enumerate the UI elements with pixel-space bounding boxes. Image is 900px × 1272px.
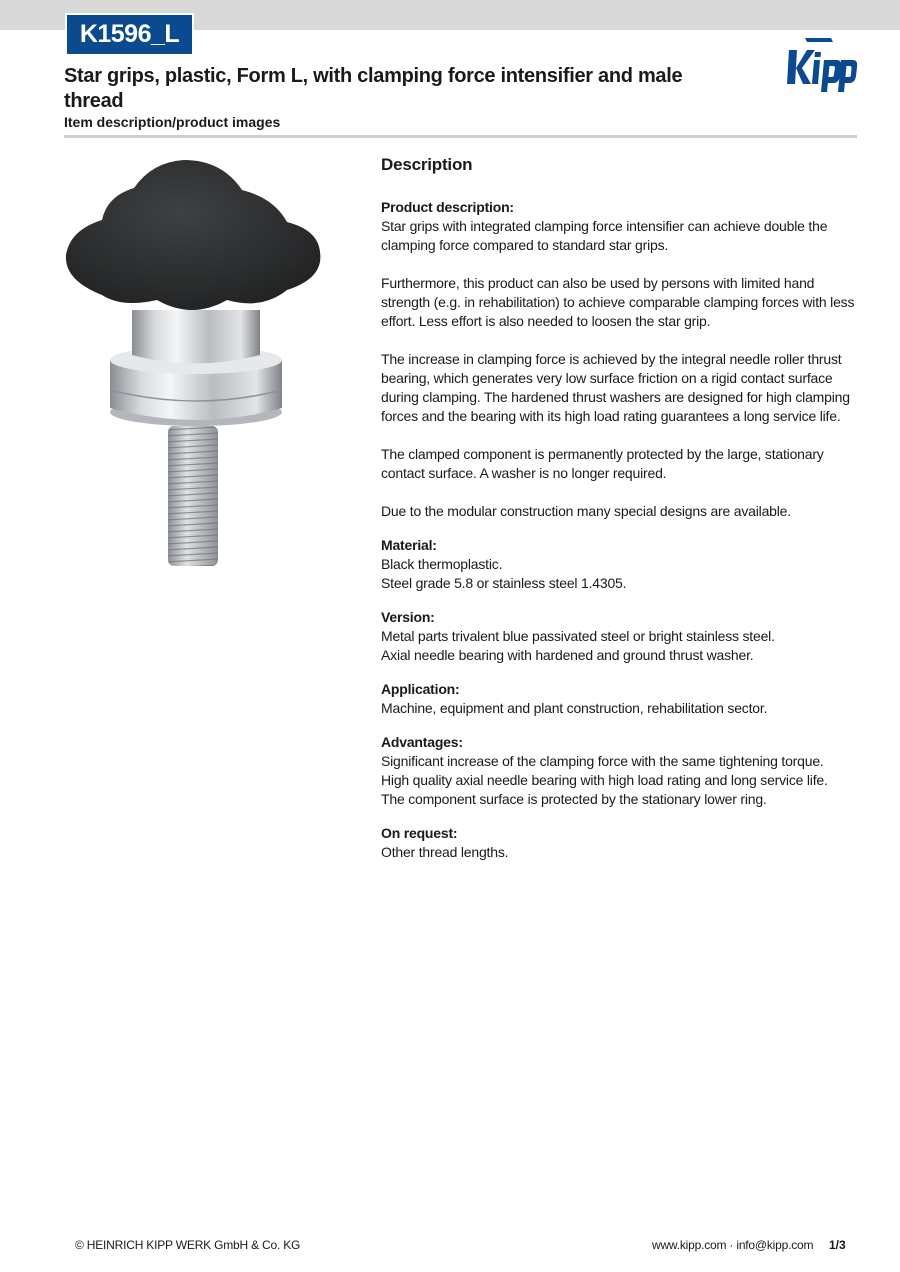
description-paragraph: Due to the modular construction many special designs are available. (381, 503, 791, 519)
version-line: Metal parts trivalent blue passivated steel or bright stainless steel. (381, 628, 775, 644)
header-divider (64, 135, 857, 138)
page-title: Star grips, plastic, Form L, with clamping force intensifier and male thread (64, 65, 683, 112)
version-line: Axial needle bearing with hardened and ground thrust washer. (381, 647, 754, 663)
advantages-line: Significant increase of the clamping force with the same tightening torque. (381, 753, 824, 769)
advantages-label: Advantages: (381, 734, 463, 750)
description-heading: Description (381, 155, 473, 174)
description-paragraph: Furthermore, this product can also be used by persons with limited hand strength (e.g. in rehabilitation) to achieve comparable clamping forces with less effort. Less effort is also needed to loosen the star grip. (381, 275, 855, 329)
description-paragraph: The increase in clamping force is achieved by the integral needle roller thrust bearing, which generates very low surface friction on a rigid contact surface during clamping. The hardened thrust washers are designed for high clamping forces and the bearing with its high load rating guarantees a long service life. (381, 351, 850, 424)
page-number: 1/3 (829, 1238, 846, 1252)
material-line: Steel grade 5.8 or stainless steel 1.4305. (381, 575, 627, 591)
footer-contact: www.kipp.com · info@kipp.com (652, 1238, 814, 1252)
description-content (381, 154, 861, 862)
item-code-badge: K1596_L (65, 13, 194, 56)
description-paragraph: Star grips with integrated clamping force intensifier can achieve double the clamping force compared to standard star grips. (381, 218, 828, 253)
version-label: Version: (381, 609, 435, 625)
page-subtitle: Item description/product images (64, 114, 281, 130)
material-line: Black thermoplastic. (381, 556, 503, 572)
advantages-line: The component surface is protected by the stationary lower ring. (381, 791, 767, 807)
on-request-line: Other thread lengths. (381, 844, 509, 860)
application-line: Machine, equipment and plant construction, rehabilitation sector. (381, 700, 768, 716)
product-description-label: Product description: (381, 199, 514, 215)
on-request-label: On request: (381, 825, 458, 841)
kipp-logo (783, 36, 859, 94)
advantages-line: High quality axial needle bearing with high load rating and long service life. (381, 772, 828, 788)
star-grip-product-photo (62, 150, 326, 575)
description-paragraph: The clamped component is permanently protected by the large, stationary contact surface. A washer is no longer required. (381, 446, 824, 481)
material-label: Material: (381, 537, 437, 553)
application-label: Application: (381, 681, 460, 697)
footer-copyright: © HEINRICH KIPP WERK GmbH & Co. KG (75, 1238, 301, 1252)
